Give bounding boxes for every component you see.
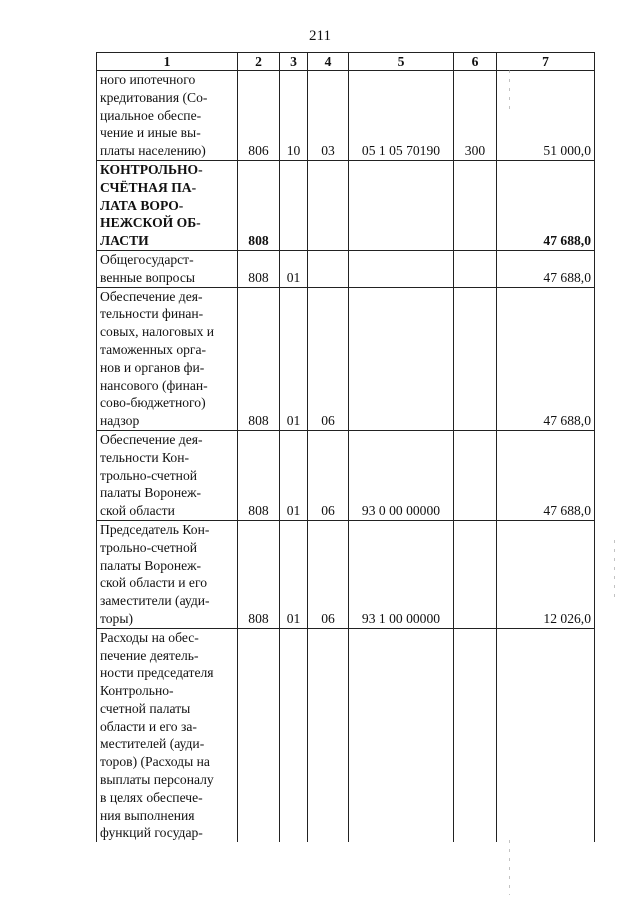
table-row xyxy=(97,250,595,287)
table-row xyxy=(97,520,595,628)
header-col-1: 1 xyxy=(97,53,238,71)
cell-target-article xyxy=(349,287,454,430)
scan-artifact-line xyxy=(509,70,510,110)
cell-section: 10 xyxy=(280,71,308,161)
cell-section: 01 xyxy=(280,287,308,430)
cell-name: Обеспечение дея- тельности финан- совых, налоговых и таможенных орга- нов и органов фи- нансового (финан- сово-бюджетного) надзор xyxy=(97,287,238,430)
cell-amount: 51 000,0 xyxy=(497,71,595,161)
header-col-6: 6 xyxy=(454,53,497,71)
scan-artifact-line xyxy=(509,840,510,895)
page-number: 211 xyxy=(309,28,331,44)
cell-amount: 47 688,0 xyxy=(497,250,595,287)
cell-target-article xyxy=(349,250,454,287)
cell-grbs xyxy=(238,628,280,842)
cell-expense-type xyxy=(454,628,497,842)
cell-expense-type xyxy=(454,250,497,287)
cell-amount: 12 026,0 xyxy=(497,520,595,628)
cell-name: Общегосударст- венные вопросы xyxy=(97,250,238,287)
cell-subsection xyxy=(308,628,349,842)
cell-subsection: 06 xyxy=(308,430,349,520)
cell-expense-type: 300 xyxy=(454,71,497,161)
cell-name: Обеспечение дея- тельности Кон- трольно-счетной палаты Воронеж- ской области xyxy=(97,430,238,520)
cell-target-article: 93 1 00 00000 xyxy=(349,520,454,628)
cell-section xyxy=(280,160,308,250)
cell-name: Председатель Кон- трольно-счетной палаты Воронеж- ской области и его заместители (ауди- торы) xyxy=(97,520,238,628)
cell-subsection xyxy=(308,250,349,287)
table-row xyxy=(97,287,595,430)
cell-amount: 47 688,0 xyxy=(497,287,595,430)
cell-name: Расходы на обес- печение деятель- ности председателя Контрольно- счетной палаты области и его за- местителей (ауди- торов) (Расходы на выплаты персоналу в целях обеспече- ния выполнения функций государ- xyxy=(97,628,238,842)
cell-target-article xyxy=(349,160,454,250)
cell-subsection: 06 xyxy=(308,520,349,628)
cell-amount: 47 688,0 xyxy=(497,430,595,520)
cell-section: 01 xyxy=(280,250,308,287)
cell-grbs: 806 xyxy=(238,71,280,161)
cell-expense-type xyxy=(454,520,497,628)
header-col-3: 3 xyxy=(280,53,308,71)
cell-expense-type xyxy=(454,287,497,430)
cell-section: 01 xyxy=(280,520,308,628)
cell-subsection: 03 xyxy=(308,71,349,161)
cell-name: ного ипотечного кредитования (Со- циальное обеспе- чение и иные вы- платы населению) xyxy=(97,71,238,161)
header-col-5: 5 xyxy=(349,53,454,71)
cell-expense-type xyxy=(454,160,497,250)
cell-subsection xyxy=(308,160,349,250)
cell-expense-type xyxy=(454,430,497,520)
cell-target-article: 93 0 00 00000 xyxy=(349,430,454,520)
cell-section xyxy=(280,628,308,842)
cell-subsection: 06 xyxy=(308,287,349,430)
header-col-7: 7 xyxy=(497,53,595,71)
table-row xyxy=(97,430,595,520)
cell-amount xyxy=(497,628,595,842)
cell-grbs: 808 xyxy=(238,160,280,250)
table-row xyxy=(97,160,595,250)
cell-section: 01 xyxy=(280,430,308,520)
header-row xyxy=(97,53,595,71)
cell-grbs: 808 xyxy=(238,287,280,430)
cell-grbs: 808 xyxy=(238,430,280,520)
table-row xyxy=(97,71,595,161)
cell-name: КОНТРОЛЬНО- СЧЁТНАЯ ПА- ЛАТА ВОРО- НЕЖСКОЙ ОБ- ЛАСТИ xyxy=(97,160,238,250)
budget-table xyxy=(96,52,595,842)
table-row xyxy=(97,628,595,842)
cell-grbs: 808 xyxy=(238,520,280,628)
cell-amount: 47 688,0 xyxy=(497,160,595,250)
cell-target-article xyxy=(349,628,454,842)
header-col-4: 4 xyxy=(308,53,349,71)
header-col-2: 2 xyxy=(238,53,280,71)
scan-artifact-line xyxy=(614,540,615,600)
cell-target-article: 05 1 05 70190 xyxy=(349,71,454,161)
cell-grbs: 808 xyxy=(238,250,280,287)
